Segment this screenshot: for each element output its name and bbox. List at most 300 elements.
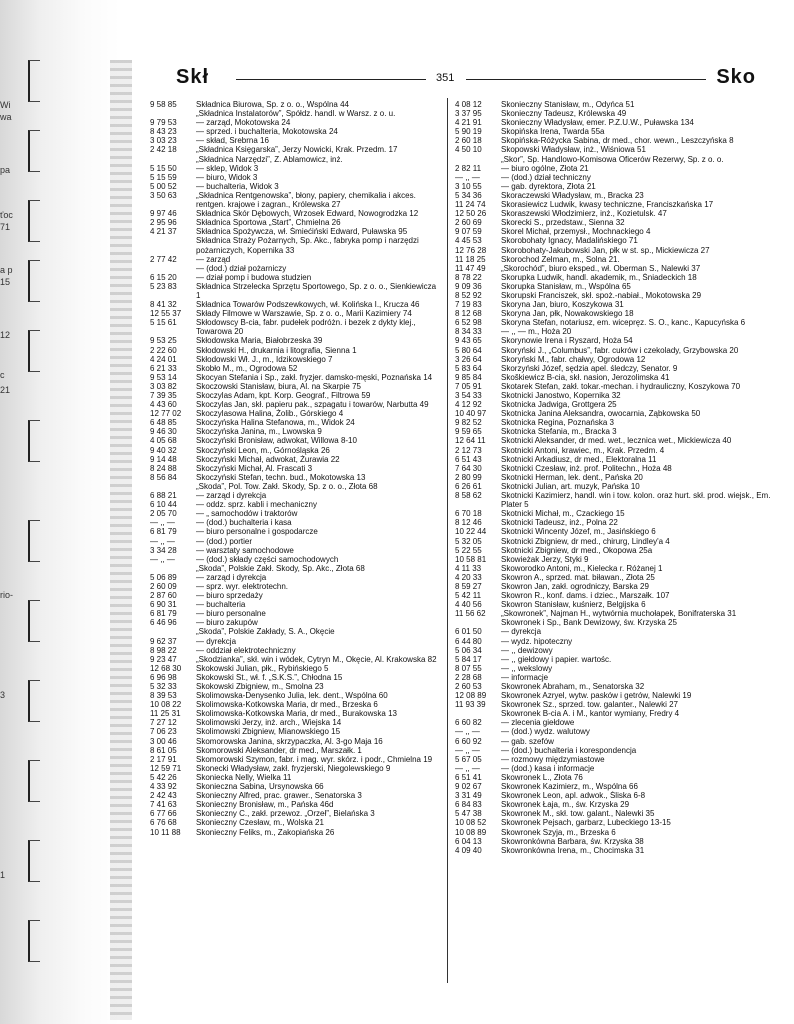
phone-number: 2 60 18 — [455, 136, 482, 146]
phone-number: 6 84 83 — [455, 800, 482, 810]
entry-text: Skoryński M., fabr. chałwy, Ogrodowa 12 — [501, 354, 646, 364]
phone-number: 6 88 21 — [150, 491, 177, 501]
phone-number: 8 58 62 — [455, 491, 482, 501]
entry-text: „Składnica Narzędzi”, Z. Ablamowicz, inż. — [196, 154, 343, 164]
directory-entry — [455, 273, 775, 282]
phone-number: 2 80 99 — [455, 472, 482, 482]
entry-text: Skorupka Ludwik, handl. akademik, m., Śniadeckich 18 — [501, 272, 697, 282]
entry-text: Skotnicki Aleksander, dr med. wet., lecznica wet., Mickiewicza 40 — [501, 436, 732, 446]
directory-entry — [150, 646, 440, 655]
phone-number: 8 39 53 — [150, 691, 177, 701]
entry-text: — dział pomp i budowa studzien — [196, 272, 312, 282]
entry-text: — sklep, Widok 3 — [196, 163, 259, 173]
phone-number: 4 09 40 — [455, 845, 482, 855]
entry-text: — „ samochodów i traktorów — [196, 509, 298, 519]
directory-entry — [150, 718, 440, 727]
bracket-mark — [28, 420, 40, 462]
entry-text: — biuro, Widok 3 — [196, 172, 258, 182]
directory-entry — [455, 200, 775, 209]
directory-entry — [455, 291, 775, 300]
directory-entry — [150, 236, 440, 254]
phone-number: 4 21 37 — [150, 227, 177, 237]
margin-fragment: ťoc — [0, 210, 13, 220]
directory-entry — [455, 664, 775, 673]
phone-number — [455, 709, 501, 718]
entry-text: — biuro zakupów — [196, 618, 258, 628]
phone-number: — ,, — — [150, 536, 175, 546]
directory-entry — [455, 382, 775, 391]
directory-entry — [150, 673, 440, 682]
directory-entry — [150, 537, 440, 546]
margin-fragment: 12 — [0, 330, 11, 340]
phone-number: 5 84 17 — [455, 654, 482, 664]
phone-number: 4 43 60 — [150, 400, 177, 410]
directory-entry — [455, 627, 775, 636]
directory-entry — [150, 691, 440, 700]
phone-number: 4 11 33 — [455, 563, 482, 573]
page-number: 351 — [436, 72, 455, 84]
header-rule-left — [236, 79, 426, 80]
entry-text: — (dod.) buchalteria i korespondencja — [501, 745, 637, 755]
directory-entry — [150, 473, 440, 482]
phone-number: 6 21 33 — [150, 363, 177, 373]
directory-entry — [150, 500, 440, 509]
entry-text: Skoczyńska Halina Stefanowa, m., Widok 24 — [196, 418, 355, 428]
directory-entry — [150, 773, 440, 782]
directory-entry — [455, 318, 775, 327]
entry-text: „Skowronek”, Najman H., wytwórnia muchołapek, Bonifraterska 31 — [501, 609, 737, 619]
phone-number — [150, 236, 196, 254]
directory-entry — [150, 700, 440, 709]
directory-entry — [455, 246, 775, 255]
phone-number: 10 08 89 — [455, 827, 487, 837]
entry-text: Skorobohaty-Jakubowski Jan, płk w st. sp., Mickiewicza 27 — [501, 245, 710, 255]
entry-text: Skłodowski H., drukarnia i litografia, Sienna 1 — [196, 345, 357, 355]
directory-entry — [150, 446, 440, 455]
entry-text: Skoškiewicz B-cia, skł. nasion, Jerozolimska 41 — [501, 372, 670, 382]
margin-fragment: Wi — [0, 100, 11, 110]
entry-text: Skowron R., konf. dams. i dziec., Marszałk. 107 — [501, 591, 670, 601]
directory-entry — [455, 773, 775, 782]
entry-text: Skorobohaty Ignacy, Madalińskiego 71 — [501, 236, 638, 246]
entry-text: „Składnica Księgarska”, Jerzy Nowicki, Krak. Przedm. 17 — [196, 145, 398, 155]
entry-text: — (dod.) wydz. walutowy — [501, 727, 590, 737]
directory-entry — [455, 682, 775, 691]
directory-entry — [150, 509, 440, 518]
entry-text: „Skoda”, Polskie Zakł. Skody, Sp. Akc., Złota 68 — [196, 563, 365, 573]
phone-number — [455, 155, 501, 164]
phone-number — [455, 618, 501, 627]
entry-text: Skorecki S., przedstaw., Sienna 32 — [501, 218, 625, 228]
entry-text: Skowron Stanisław, kuśnierz, Belgijska 6 — [501, 600, 646, 610]
entry-text: Skoczyński Michał, Al. Frascati 3 — [196, 463, 313, 473]
directory-entry — [150, 637, 440, 646]
phone-number: 12 76 28 — [455, 245, 487, 255]
margin-fragment: pa — [0, 165, 11, 175]
entry-text: Skobło M., m., Ogrodowa 52 — [196, 363, 298, 373]
entry-text: Skowronek B-cia A. i M., kantor wymiany, Fredry 4 — [501, 709, 680, 719]
entry-text: — biuro personalne — [196, 609, 266, 619]
phone-number: 8 24 88 — [150, 463, 177, 473]
directory-entry — [150, 746, 440, 755]
entry-text: Skorupka Stanisław, m., Wspólna 65 — [501, 281, 631, 291]
phone-number: 5 80 64 — [455, 345, 482, 355]
phone-number: 5 83 64 — [455, 363, 482, 373]
phone-number: 2 60 53 — [455, 682, 482, 691]
entry-text: — rozmowy międzymiastowe — [501, 754, 605, 764]
phone-number: 11 93 39 — [455, 700, 486, 710]
phone-number: 6 96 98 — [150, 672, 177, 682]
entry-text: Skowronek Leon, apl. adwok., Śliska 6-8 — [501, 791, 646, 801]
phone-number: 5 00 52 — [150, 181, 177, 191]
margin-fragment: 21 — [0, 385, 11, 395]
phone-number: 8 12 68 — [455, 309, 482, 319]
directory-entry — [455, 336, 775, 345]
phone-number: 9 58 85 — [150, 100, 177, 109]
phone-number: 3 03 23 — [150, 136, 177, 146]
phone-number: 8 61 05 — [150, 745, 177, 755]
directory-entry — [150, 355, 440, 364]
phone-number: 7 39 35 — [150, 391, 177, 400]
directory-entry — [150, 427, 440, 436]
directory-entry — [150, 255, 440, 264]
phone-number: 5 32 33 — [150, 682, 177, 691]
header-left-keyword: Skł — [176, 66, 210, 88]
phone-number: 9 09 36 — [455, 281, 482, 291]
entry-text: Skoczyński Stefan, techn. bud., Mokotowska 13 — [196, 472, 366, 482]
directory-entry — [455, 446, 775, 455]
entry-text: Skorupski Franciszek, skł. spoż.-nabiał., Mokotowska 29 — [501, 290, 702, 300]
directory-entry — [455, 373, 775, 382]
phone-number: 7 64 30 — [455, 463, 482, 473]
entry-text: „Składnica Instalatorów”, Spółdz. handl. w Warsz. z o. u. — [196, 109, 396, 119]
bracket-mark — [28, 330, 40, 372]
phone-number: 9 85 84 — [455, 372, 482, 382]
directory-entry — [455, 555, 775, 564]
entry-text: „Skor”, Sp. Handlowo-Komisowa Oficerów Rezerwy, Sp. z o. o. — [501, 154, 724, 164]
directory-entry — [455, 355, 775, 364]
phone-number — [150, 627, 196, 636]
directory-entry — [455, 646, 775, 655]
entry-text: „Skoda”, Pol. Tow. Zakł. Skody, Sp. z o. o., Złota 68 — [196, 481, 378, 491]
directory-entry — [455, 391, 775, 400]
entry-text: Skowronek Kazimierz, m., Wspólna 66 — [501, 782, 638, 792]
entry-text: Skotnicka Regina, Poznańska 3 — [501, 418, 614, 428]
entry-text: Skowronek Pejsach, garbarz, Lubeckiego 13-15 — [501, 818, 671, 828]
directory-entry — [455, 564, 775, 573]
directory-entry — [150, 555, 440, 564]
directory-entry — [455, 691, 775, 700]
entry-text: Skoraczewski Władysław, m., Bracka 23 — [501, 190, 644, 200]
entry-text: Skomorowska Janina, skrzypaczka, Al. 3-go Maja 16 — [196, 736, 383, 746]
phone-number: 6 10 44 — [150, 500, 177, 510]
phone-number: 5 32 05 — [455, 536, 482, 546]
phone-number: 2 05 70 — [150, 509, 177, 519]
entry-text: Skokowski Julian, płk., Rybińskiego 5 — [196, 663, 329, 673]
entry-text: Składnica Strzelecka Sprzętu Sportowego, Sp. z o. o., Sienkiewicza 1 — [196, 281, 437, 300]
directory-entry — [150, 564, 440, 573]
bracket-mark — [28, 840, 40, 882]
bracket-mark — [28, 760, 40, 802]
bracket-mark — [28, 200, 40, 242]
entry-text: Skotnicki Czesław, inż. prof. Politechn., Hoża 48 — [501, 463, 672, 473]
phone-number: — ,, — — [455, 745, 480, 755]
directory-entry — [150, 382, 440, 391]
directory-entry — [150, 391, 440, 400]
phone-number: 8 07 55 — [455, 663, 482, 673]
phone-number: 4 08 12 — [455, 100, 482, 109]
directory-entry — [455, 136, 775, 145]
entry-text: „Skoda”, Polskie Zakłady, S. A., Okęcie — [196, 627, 335, 637]
directory-entry — [150, 591, 440, 600]
header-right-keyword: Sko — [716, 66, 756, 88]
entry-text: Skotnicki Zbigniew, dr med., Okopowa 25a — [501, 545, 653, 555]
directory-entry — [455, 609, 775, 618]
entry-text: Skolimowski Zbigniew, Mianowskiego 15 — [196, 727, 341, 737]
phone-number: 5 15 61 — [150, 318, 177, 328]
directory-entry — [455, 145, 775, 154]
entry-text: — (dod.) składy części samochodowych — [196, 554, 339, 564]
entry-text: — ,, giełdowy i papier. wartośc. — [501, 654, 612, 664]
directory-entry — [455, 173, 775, 182]
entry-text: Skotarek Stefan, zakł. tokar.-mechan. i hydrauliczny, Koszykowa 70 — [501, 381, 741, 391]
phone-number: 2 60 09 — [150, 581, 177, 591]
phone-number: 6 90 31 — [150, 600, 177, 610]
phone-number: 2 87 60 — [150, 591, 177, 601]
phone-number: 9 97 46 — [150, 209, 177, 219]
entry-text: — ,, dewizowy — [501, 645, 553, 655]
entry-text: Skoczyński Michał, adwokat, Żurawia 22 — [196, 454, 340, 464]
directory-entry — [150, 546, 440, 555]
column-divider — [447, 98, 448, 983]
directory-entry — [455, 182, 775, 191]
entry-text: Skoryna Stefan, notariusz, em. wicepręz. S. O., kanc., Kapucyńska 6 — [501, 318, 746, 328]
entry-text: — (dod.) portier — [196, 536, 253, 546]
entry-text: „Skodzianka”, skł. win i wódek, Cytryn M., Okęcie, Al. Krakowska 82 — [196, 654, 437, 664]
entry-text: Składnica Straży Pożarnych, Sp. Akc., fabryka pomp i narzędzi pożarniczych, Kopernika 33 — [196, 236, 419, 255]
phone-number: 7 05 91 — [455, 381, 482, 391]
directory-entry — [150, 600, 440, 609]
entry-text: Skowronek Szyja, m., Brzeska 6 — [501, 827, 616, 837]
directory-entry — [150, 282, 440, 300]
phone-number: 3 10 55 — [455, 181, 482, 191]
entry-text: Skotnicki Julian, art. muzyk, Pańska 10 — [501, 481, 640, 491]
directory-entry — [150, 573, 440, 582]
entry-text: Skotnicki Zbigniew, dr med., chirurg, Lindley'a 4 — [501, 536, 670, 546]
entry-text: Skonieczny Stanisław, m., Odyńca 51 — [501, 100, 635, 109]
phone-number: 9 82 52 — [455, 418, 482, 428]
entry-text: — sprzed. i buchalteria, Mokotowska 24 — [196, 127, 338, 137]
phone-number — [150, 109, 196, 118]
entry-text: Składy Filmowe w Warszawie, Sp. z o. o., Marii Kazimiery 74 — [196, 309, 412, 319]
directory-entry — [455, 227, 775, 236]
entry-text: Skłodowscy B-cia, fabr. pudełek podróżn. i bezek z dykty klej., Towarowa 20 — [196, 318, 416, 337]
phone-number: 8 52 92 — [455, 290, 482, 300]
entry-text: — dyrekcja — [196, 636, 237, 646]
directory-entry — [455, 709, 775, 718]
directory-entry — [455, 573, 775, 582]
phone-number: 9 40 32 — [150, 445, 177, 455]
directory-entry — [455, 828, 775, 837]
phone-number: 8 59 27 — [455, 581, 482, 591]
directory-entry — [150, 809, 440, 818]
phone-number: 9 23 47 — [150, 654, 177, 664]
phone-number: 6 15 20 — [150, 272, 177, 282]
entry-text: Skotnicki Janostwo, Kopernika 32 — [501, 391, 621, 400]
entry-text: Skokowski Zbigniew, m., Smolna 23 — [196, 682, 324, 691]
directory-entry — [150, 682, 440, 691]
phone-number: 6 76 68 — [150, 818, 177, 828]
margin-fragment: 71 — [0, 222, 11, 232]
bracket-mark — [28, 600, 40, 642]
phone-number: 9 14 48 — [150, 454, 177, 464]
entry-text: — informacje — [501, 672, 549, 682]
phone-number: 4 50 10 — [455, 145, 482, 155]
entry-text: — zarząd, Mokotowska 24 — [196, 118, 291, 128]
directory-entry — [150, 727, 440, 736]
entry-text: Składnica Spożywcza, wł. Śmiećiński Edward, Puławska 95 — [196, 227, 408, 237]
directory-entry — [150, 191, 440, 209]
phone-number: 7 41 63 — [150, 800, 177, 810]
entry-text: — oddział elektrotechniczny — [196, 645, 296, 655]
directory-entry — [455, 655, 775, 664]
directory-entry — [455, 473, 775, 482]
directory-entry — [455, 264, 775, 273]
phone-number: 9 53 25 — [150, 336, 177, 346]
directory-entry — [455, 818, 775, 827]
phone-number: 2 42 43 — [150, 791, 177, 801]
entry-text: Skonieczny C., zakł. przewoz. „Orzeł”, Bielańska 3 — [196, 809, 375, 819]
entry-text: — (dod.) buchalteria i kasa — [196, 518, 292, 528]
phone-number: 4 45 53 — [455, 236, 482, 246]
phone-number: 6 77 66 — [150, 809, 177, 819]
directory-entry — [455, 209, 775, 218]
phone-number: 6 60 92 — [455, 736, 482, 746]
phone-number: 5 67 05 — [455, 754, 482, 764]
phone-number: 5 06 34 — [455, 645, 482, 655]
binding-edge — [110, 60, 132, 1020]
phone-number: 2 42 18 — [150, 145, 177, 155]
phone-number: 3 00 46 — [150, 736, 177, 746]
entry-text: Skoczylas Jan, skł. papieru pak., szpagatu i towarów, Narbutta 49 — [196, 400, 429, 410]
entry-text: Skotnicki Herman, lek. dent., Pańska 20 — [501, 472, 643, 482]
entry-text: Skotnicki Michał, m., Czackiego 15 — [501, 509, 625, 519]
directory-entry — [455, 418, 775, 427]
right-column — [455, 100, 775, 855]
bracket-mark — [28, 920, 40, 962]
entry-text: Skoczylas Adam, kpt. Korp. Geograf., Filtrowa 59 — [196, 391, 371, 400]
directory-entry — [150, 173, 440, 182]
directory-entry — [150, 582, 440, 591]
phone-number: 10 58 81 — [455, 554, 487, 564]
entry-text: Skonieczny Czesław, m., Wolska 21 — [196, 818, 324, 828]
margin-fragment: wa — [0, 112, 12, 122]
entry-text: Skonieczny Feliks, m., Zakopiańska 26 — [196, 827, 335, 837]
phone-number: 12 55 37 — [150, 309, 182, 319]
entry-text: Skłodowska Maria, Białobrzeska 39 — [196, 336, 323, 346]
margin-fragment: 3 — [0, 690, 6, 700]
phone-number: — ,, — — [455, 763, 480, 773]
directory-entry — [455, 436, 775, 445]
phone-number: 6 04 13 — [455, 836, 482, 846]
entry-text: Składnica Sportowa „Start”, Chmielna 26 — [196, 218, 341, 228]
entry-text: Skonieczny Alfred, prac. grawer., Senatorska 3 — [196, 791, 362, 801]
directory-entry — [150, 364, 440, 373]
entry-text: Skonieczny Bronisław, m., Pańska 46d — [196, 800, 334, 810]
entry-text: — buchalteria, Widok 3 — [196, 181, 279, 191]
directory-entry — [150, 209, 440, 218]
directory-entry — [455, 700, 775, 709]
phone-number: 6 01 50 — [455, 627, 482, 637]
phone-number: 10 22 44 — [455, 527, 487, 537]
entry-text: Skoczyńska Janina, m., Lwowska 9 — [196, 427, 322, 437]
entry-text: Skowronek L., Złota 76 — [501, 772, 583, 782]
entry-text: Skopińska Irena, Twarda 55a — [501, 127, 605, 137]
entry-text: Skoraszewski Włodzimierz, inż., Kozietulsk. 47 — [501, 209, 667, 219]
bracket-mark — [28, 60, 40, 102]
phone-number: 2 12 73 — [455, 445, 482, 455]
phone-number: 2 28 68 — [455, 672, 482, 682]
directory-entry — [150, 164, 440, 173]
directory-entry — [455, 482, 775, 491]
directory-entry — [455, 764, 775, 773]
phone-number: 4 05 68 — [150, 436, 177, 446]
directory-entry — [455, 591, 775, 600]
directory-entry — [455, 109, 775, 118]
phone-number: 11 24 74 — [455, 200, 486, 210]
directory-entry — [150, 118, 440, 127]
directory-entry — [150, 764, 440, 773]
directory-entry — [150, 527, 440, 536]
phone-number: 11 18 25 — [455, 254, 486, 264]
directory-entry — [455, 127, 775, 136]
directory-entry — [455, 727, 775, 736]
entry-text: — biuro ogólne, Złota 21 — [501, 163, 589, 173]
directory-entry — [150, 818, 440, 827]
entry-text: Skoczowski Stanisław, biura, Al. na Skarpie 75 — [196, 381, 361, 391]
directory-entry — [455, 637, 775, 646]
phone-number: 4 33 92 — [150, 782, 177, 792]
directory-entry — [455, 791, 775, 800]
phone-number: 5 47 38 — [455, 809, 482, 819]
entry-text: Skonieczny Władysław, emer. P.Z.U.W., Puławska 134 — [501, 118, 694, 128]
phone-number — [150, 482, 196, 491]
bracket-mark — [28, 130, 40, 172]
entry-text: Skotnicki Wincenty Józef, m., Jasińskiego 6 — [501, 527, 656, 537]
phone-number — [150, 264, 196, 273]
phone-number: 9 53 14 — [150, 372, 177, 382]
phone-number: 12 77 02 — [150, 409, 182, 419]
phone-number: 8 41 32 — [150, 300, 177, 310]
directory-entry — [455, 255, 775, 264]
phone-number: 3 54 33 — [455, 391, 482, 400]
directory-entry — [150, 145, 440, 154]
entry-text: Skowronkówna Irena, m., Chocimska 31 — [501, 845, 645, 855]
entry-text: Skowron Jan, zakł. ogrodniczy, Barska 29 — [501, 581, 649, 591]
entry-text: Skowronek M., skł. tow. galant., Nalewki 35 — [501, 809, 655, 819]
entry-text: Skorel Michał, przemysł., Mochnackiego 4 — [501, 227, 651, 237]
entry-text: Skorasiewicz Ludwik, kwasy techniczne, Franciszkańska 17 — [501, 200, 714, 210]
entry-text: — ,, wekslowy — [501, 663, 553, 673]
phone-number — [150, 155, 196, 164]
entry-text: Skopowski Władysław, inż., Wiśniowa 51 — [501, 145, 646, 155]
phone-number: 6 81 79 — [150, 609, 177, 619]
directory-entry — [150, 155, 440, 164]
phone-number: — ,, — — [150, 554, 175, 564]
directory-entry — [150, 828, 440, 837]
phone-number: 5 90 19 — [455, 127, 482, 137]
entry-text: Skowieżak Jerzy, Styki 9 — [501, 554, 589, 564]
